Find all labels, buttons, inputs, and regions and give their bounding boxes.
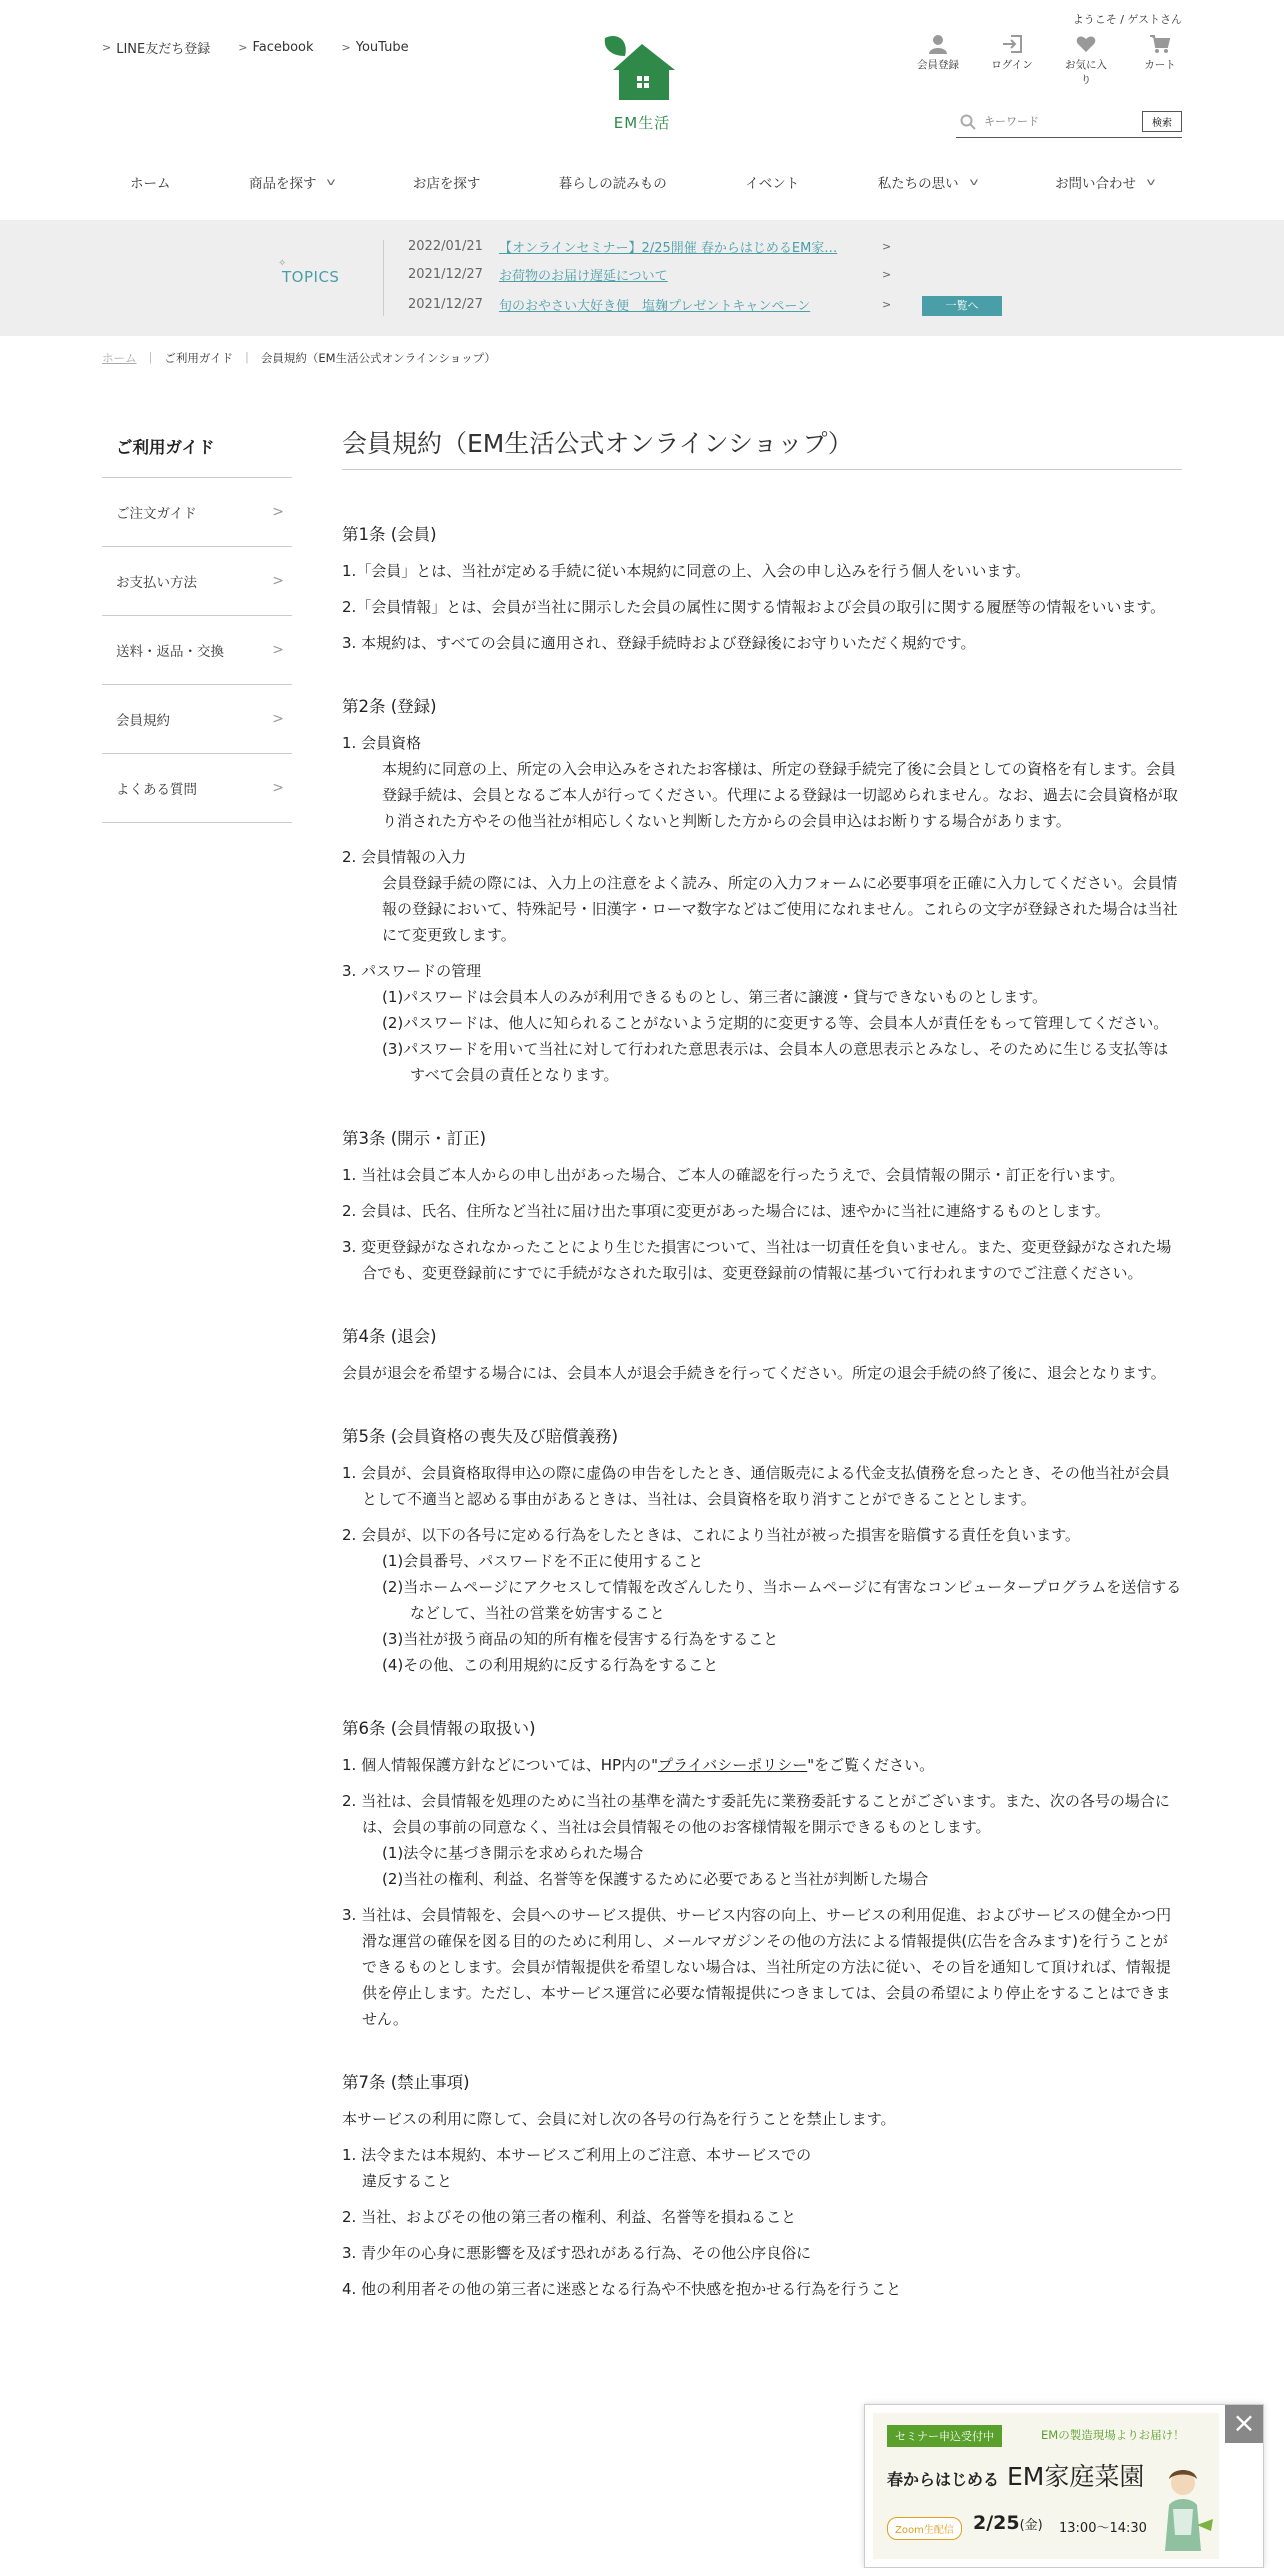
nav-events[interactable] <box>717 164 827 200</box>
banner-day: (金) <box>1019 2518 1043 2533</box>
article-7 <box>342 2070 1182 2302</box>
article-item <box>342 1788 1182 1892</box>
item-text: "をご覧ください。 <box>807 1756 935 1774</box>
article-item: 2. 会員は、氏名、住所など当社に届け出た事項に変更があった場合には、速やかに当社に連絡するものとします。 <box>342 1202 1110 1220</box>
article-heading: 第4条 (退会) <box>342 1327 437 1346</box>
sub-list <box>362 984 1182 1088</box>
article-item: 3. 青少年の心身に悪影響を及ぼす恐れがある行為、その他公序良俗に <box>342 2244 812 2262</box>
news-item[interactable] <box>408 265 892 284</box>
item-head: 2. 当社は、会員情報を処理のために当社の基準を満たす委託先に業務委託することがございます。また、次の各号の場合には、会員の事前の同意なく、当社は会員情報その他のお客様情報を開示できるものとします。 <box>342 1792 1170 1836</box>
sub-item: (2)当社の権利、利益、名誉等を保護するために必要であると当社が判断した場合 <box>382 1870 929 1888</box>
breadcrumb-separator: | <box>148 350 153 364</box>
banner-zoom-badge: Zoom生配信 <box>887 2517 962 2540</box>
item-head: 2. 会員が、以下の各号に定める行為をしたときは、これにより当社が被った損害を賠償する責任を負います。 <box>342 1526 1080 1544</box>
item-text: 1. 個人情報保護方針などについては、HP内の" <box>342 1756 659 1774</box>
article-item <box>342 958 1182 1088</box>
chevron-down-icon: v <box>326 176 336 188</box>
house-leaf-logo-icon <box>597 30 687 110</box>
facebook-link[interactable] <box>238 38 313 57</box>
line-link[interactable] <box>102 38 210 57</box>
nav-shops[interactable] <box>385 164 509 200</box>
breadcrumb-separator: | <box>245 350 249 364</box>
favorites-label: お気に入り <box>1065 59 1107 86</box>
sidebar-item-order-guide[interactable] <box>102 478 292 547</box>
article-item-cont: 違反すること <box>362 2172 453 2190</box>
article-3 <box>342 1126 1182 1286</box>
article-5 <box>342 1424 1182 1678</box>
item-head: 3. パスワードの管理 <box>342 962 482 980</box>
nav-products[interactable] <box>221 164 362 200</box>
member-register-label: 会員登録 <box>917 59 959 71</box>
page-title: 会員規約（EM生活公式オンラインショップ） <box>342 420 1182 470</box>
chevron-down-icon: v <box>969 176 979 188</box>
chevron-right-icon: > <box>272 642 284 658</box>
sidebar-item-payment[interactable] <box>102 547 292 616</box>
chevron-right-icon: > <box>272 711 284 727</box>
news-title[interactable]: 【オンラインセミナー】2/25開催 春からはじめるEM家… <box>498 241 838 256</box>
guide-sidebar <box>102 434 292 823</box>
breadcrumb-guide[interactable]: ご利用ガイド <box>164 351 234 365</box>
sidebar-item-label: よくある質問 <box>116 782 197 798</box>
line-link-label: LINE友だち登録 <box>116 42 211 57</box>
news-date: 2021/12/27 <box>408 297 483 312</box>
sub-list <box>362 1840 1182 1892</box>
banner-tag: セミナー申込受付中 <box>887 2425 1002 2447</box>
sub-item: (1)パスワードは会員本人のみが利用できるものとし、第三者に譲渡・貸与できないものとします。 <box>382 988 1048 1006</box>
chevron-right-icon: > <box>882 240 892 253</box>
item-head: 1. 会員資格 <box>342 734 422 752</box>
breadcrumb <box>102 350 496 366</box>
article-item: 1. 当社は会員ご本人からの申し出があった場合、ご本人の確認を行ったうえで、会員情報の開示・訂正を行います。 <box>342 1166 1125 1184</box>
article-intro: 本サービスの利用に際して、会員に対し次の各号の行為を行うことを禁止します。 <box>342 2110 896 2128</box>
favorites-button[interactable] <box>1060 34 1112 87</box>
nav-articles[interactable] <box>531 164 695 200</box>
article-item: 2.「会員情報」とは、会員が当社に開示した会員の属性に関する情報および会員の取引に関する履歴等の情報をいいます。 <box>342 598 1166 616</box>
news-item[interactable] <box>408 295 892 314</box>
nav-shops-label: お店を探す <box>412 176 481 192</box>
chevron-right-icon: > <box>341 41 351 54</box>
nav-contact-label: お問い合わせ <box>1055 176 1137 192</box>
sub-list <box>362 1548 1182 1678</box>
article-item: 1. 会員が、会員資格取得申込の際に虚偽の申告をしたとき、通信販売による代金支払債務を怠ったとき、その他当社が会員として不適当と認める事由があるときは、当社は、会員資格を取り消すことができることとします。 <box>342 1464 1170 1508</box>
sidebar-item-faq[interactable] <box>102 754 292 823</box>
cart-button[interactable] <box>1134 34 1186 87</box>
chevron-right-icon: > <box>882 268 892 281</box>
banner-date-value: 2/25 <box>973 2512 1020 2534</box>
search-box <box>956 106 1182 138</box>
facebook-link-label: Facebook <box>252 40 314 55</box>
news-date: 2022/01/21 <box>408 239 483 254</box>
chevron-right-icon: > <box>272 573 284 589</box>
sidebar-item-label: ご注文ガイド <box>116 506 197 522</box>
topics-bar <box>0 220 1284 336</box>
sidebar-item-label: 送料・返品・交換 <box>116 644 224 660</box>
sub-item: (1)法令に基づき開示を求められた場合 <box>382 1844 644 1862</box>
article-item: 3. 変更登録がなされなかったことにより生じた損害について、当社は一切責任を負いません。また、変更登録がなされた場合でも、変更登録前にすでに手続がなされた取引は、変更登録前の情報に基づいて行われますのでご注意ください。 <box>342 1238 1172 1282</box>
article-heading: 第2条 (登録) <box>342 697 437 716</box>
article-item: 1. 法令または本規約、本サービスご利用上のご注意、本サービスでの <box>342 2146 812 2164</box>
search-icon <box>960 114 976 130</box>
article-4 <box>342 1324 1182 1386</box>
youtube-link-label: YouTube <box>355 40 409 55</box>
chevron-down-icon: v <box>1146 176 1156 188</box>
topics-label-text: TOPICS <box>282 268 340 286</box>
article-heading: 第7条 (禁止事項) <box>342 2073 470 2092</box>
topics-more-button[interactable]: 一覧へ <box>922 296 1002 316</box>
sub-item: (2)当ホームページにアクセスして情報を改ざんしたり、当ホームページに有害なコンピュータープログラムを送信するなどして、当社の営業を妨害すること <box>382 1578 1182 1622</box>
sub-item: (2)パスワードは、他人に知られることがないよう定期的に変更する等、会員本人が責任をもって管理してください。 <box>382 1014 1169 1032</box>
article-1 <box>342 522 1182 656</box>
sidebar-item-terms[interactable] <box>102 685 292 754</box>
nav-home[interactable] <box>102 164 199 200</box>
article-heading: 第3条 (開示・訂正) <box>342 1129 487 1148</box>
banner-title-large: EM家庭菜園 <box>1007 2462 1145 2491</box>
topics-label <box>278 258 340 286</box>
news-item[interactable] <box>408 237 892 256</box>
sidebar-item-label: お支払い方法 <box>116 575 197 591</box>
article-item: 1.「会員」とは、当社が定める手続に従い本規約に同意の上、入会の申し込みを行う個人をいいます。 <box>342 562 1031 580</box>
social-links <box>102 38 409 57</box>
nav-about-label: 私たちの思い <box>877 176 959 192</box>
article-body: 会員が退会を希望する場合には、会員本人が退会手続きを行ってください。所定の退会手続の終了後に、退会となります。 <box>342 1364 1166 1382</box>
gardener-illustration-icon <box>1151 2465 1215 2551</box>
login-label: ログイン <box>991 59 1033 71</box>
member-register-icon <box>927 34 949 54</box>
item-head: 2. 会員情報の入力 <box>342 848 467 866</box>
terms-content <box>342 420 1182 2312</box>
divider <box>383 240 384 316</box>
sub-item: (3)当社が扱う商品の知的所有権を侵害する行為をすること <box>382 1630 779 1648</box>
youtube-link[interactable] <box>342 38 409 57</box>
news-title[interactable]: お荷物のお届け遅延について <box>498 269 668 284</box>
chevron-right-icon: > <box>102 41 112 54</box>
banner-subtitle: EMの製造現場よりお届け！ <box>1041 2428 1185 2442</box>
article-item <box>342 730 1182 834</box>
sparkle-icon: ✧ <box>278 258 287 269</box>
member-register-button[interactable] <box>912 34 964 87</box>
breadcrumb-home[interactable]: ホーム <box>102 351 137 365</box>
article-item <box>342 1522 1182 1678</box>
welcome-text: ようこそ / ゲストさん <box>1072 13 1182 26</box>
banner-title-small: 春からはじめる <box>887 2470 1000 2489</box>
article-heading: 第6条 (会員情報の取扱い) <box>342 1719 536 1738</box>
seminar-banner[interactable] <box>864 2404 1264 2568</box>
logo-text: EM生活 <box>613 114 671 132</box>
nav-products-label: 商品を探す <box>248 176 317 192</box>
article-2 <box>342 694 1182 1088</box>
article-item: 2. 当社、およびその他の第三者の権利、利益、名誉等を損ねること <box>342 2208 797 2226</box>
article-item: 4. 他の利用者その他の第三者に迷惑となる行為や不快感を抱かせる行為を行うこと <box>342 2280 902 2298</box>
article-heading: 第1条 (会員) <box>342 525 437 544</box>
article-heading: 第5条 (会員資格の喪失及び賠償義務) <box>342 1427 619 1446</box>
chevron-right-icon: > <box>272 504 284 520</box>
privacy-policy-link[interactable]: プライバシーポリシー <box>658 1756 808 1774</box>
article-item <box>342 844 1182 948</box>
news-date: 2021/12/27 <box>408 267 483 282</box>
site-header <box>0 0 1284 150</box>
cart-icon <box>1149 34 1171 54</box>
banner-body[interactable] <box>873 2413 1219 2559</box>
article-6 <box>342 1716 1182 2032</box>
global-nav <box>102 164 1182 200</box>
item-body: 本規約に同意の上、所定の入会申込みをされたお客様は、所定の登録手続完了後に会員としての資格を有します。会員登録手続は、会員となるご本人が行ってください。代理による登録は一切認められません。なお、過去に会員資格が取り消された方やその他当社が相応しくないと判断した方からの会員申込はお断りする場合があります。 <box>382 760 1178 830</box>
heart-icon <box>1075 34 1097 54</box>
chevron-right-icon: > <box>238 41 248 54</box>
nav-home-label: ホーム <box>130 176 171 192</box>
login-icon <box>1001 34 1023 54</box>
nav-events-label: イベント <box>745 176 800 192</box>
sidebar-item-label: 会員規約 <box>116 713 170 729</box>
sub-item: (1)会員番号、パスワードを不正に使用すること <box>382 1552 704 1570</box>
sidebar-item-shipping[interactable] <box>102 616 292 685</box>
chevron-right-icon: > <box>272 780 284 796</box>
login-button[interactable] <box>986 34 1038 87</box>
search-button[interactable]: 検索 <box>1142 111 1182 132</box>
article-item: 3. 当社は、会員情報を、会員へのサービス提供、サービス内容の向上、サービスの利用促進、およびサービスの健全かつ円滑な運営の確保を図る目的のために利用し、メールマガジンその他の方法による情報提供(広告を含みます)を行うことができるものとします。会員が情報提供を希望しない場合は、当社所定の方法に従い、その旨を通知して頂ければ、情報提供を停止します。ただし、本サービス運営に必要な情報提供につきましては、会員の希望により停止をすることはできません。 <box>342 1906 1172 2028</box>
nav-articles-label: 暮らしの読みもの <box>558 176 667 192</box>
site-logo[interactable] <box>596 30 688 133</box>
search-input[interactable] <box>984 115 1142 128</box>
banner-time: 13:00〜14:30 <box>1059 2521 1147 2536</box>
sub-item: (4)その他、この利用規約に反する行為をすること <box>382 1656 719 1674</box>
item-body: 会員登録手続の際には、入力上の注意をよく読み、所定の入力フォームに必要事項を正確に入力してください。会員情報の登録において、特殊記号・旧漢字・ローマ数字などはご使用になれません。これらの文字が登録された場合は当社にて変更致します。 <box>382 874 1178 944</box>
cart-label: カート <box>1144 59 1176 71</box>
utility-nav <box>912 34 1186 87</box>
nav-about[interactable] <box>850 164 1005 200</box>
banner-date <box>973 2512 1043 2534</box>
breadcrumb-current: 会員規約（EM生活公式オンラインショップ） <box>260 351 496 365</box>
article-item <box>342 1752 1182 1778</box>
chevron-right-icon: > <box>882 298 892 311</box>
news-title[interactable]: 旬のおやさい大好き便 塩麹プレゼントキャンペーン <box>498 299 811 314</box>
sidebar-title: ご利用ガイド <box>102 434 292 478</box>
article-item: 3. 本規約は、すべての会員に適用され、登録手続時および登録後にお守りいただく規約です。 <box>342 634 976 652</box>
close-icon[interactable]: × <box>1225 2405 1263 2443</box>
sub-item: (3)パスワードを用いて当社に対して行われた意思表示は、会員本人の意思表示とみなし、そのために生じる支払等はすべて会員の責任となります。 <box>382 1040 1169 1084</box>
nav-contact[interactable] <box>1027 164 1182 200</box>
